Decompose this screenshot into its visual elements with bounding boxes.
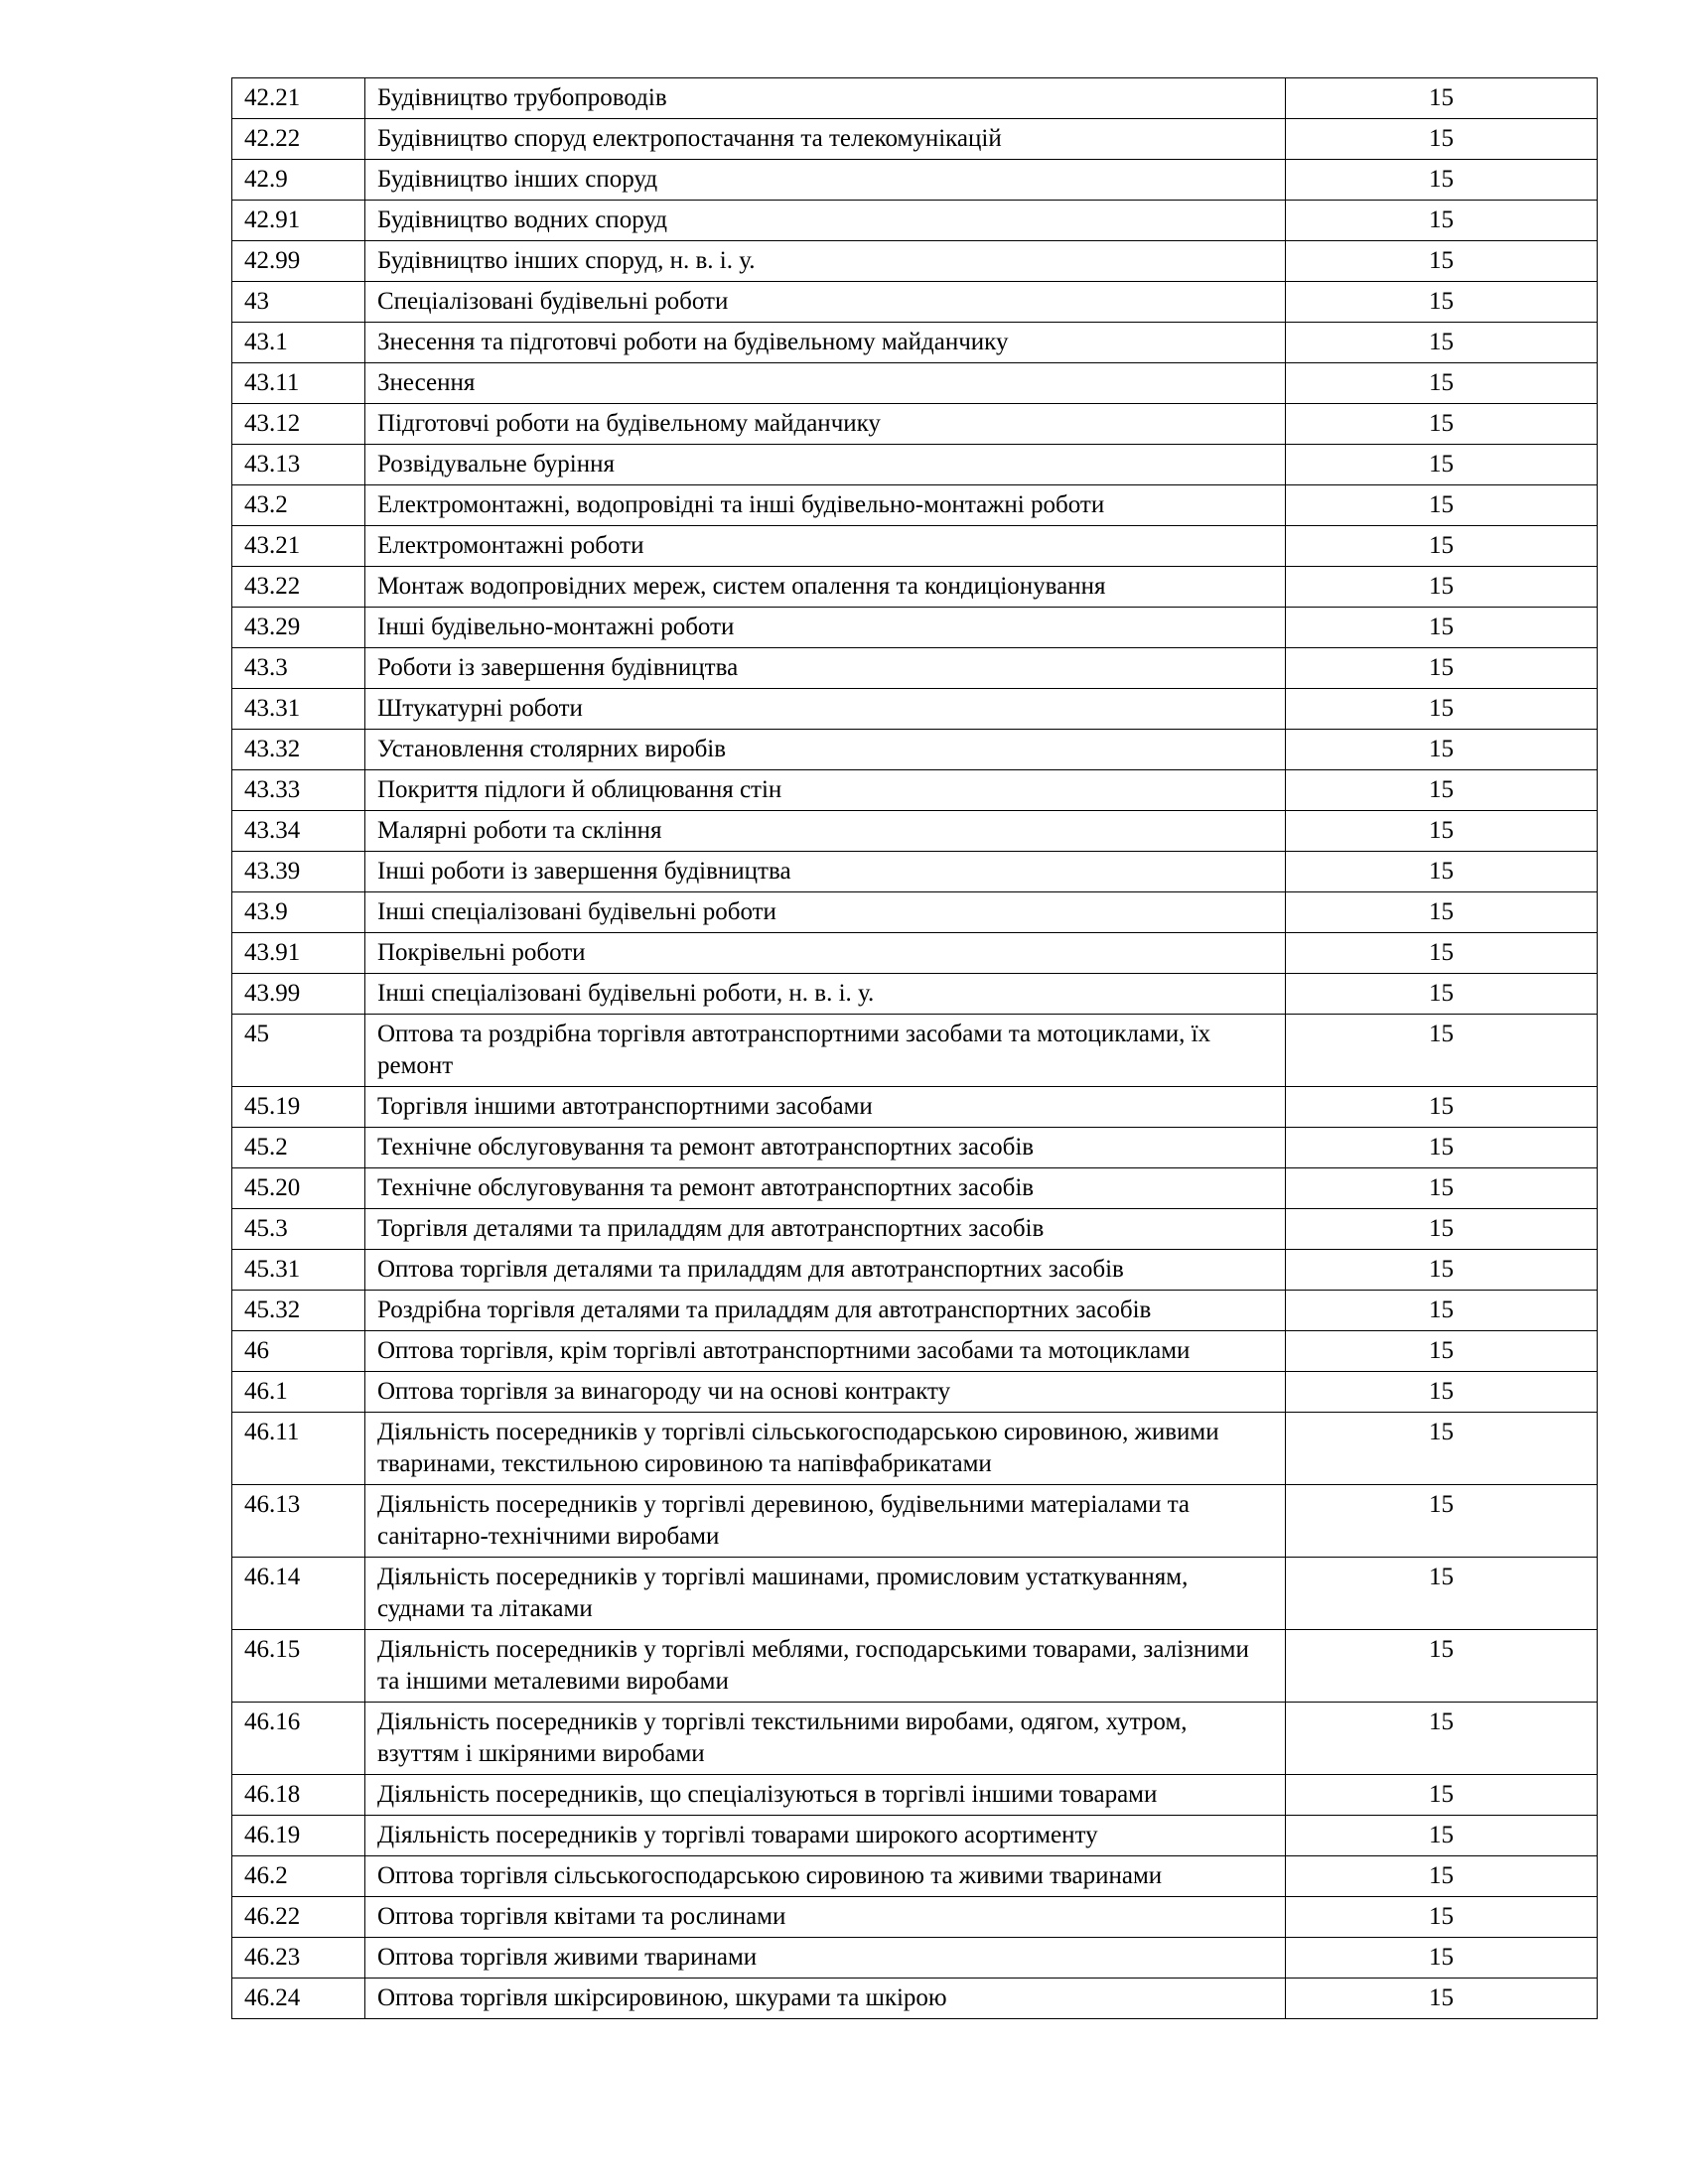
activity-code-cell: 46 bbox=[232, 1331, 365, 1372]
table-row bbox=[232, 1856, 1598, 1897]
activity-name-cell: Будівництво трубопроводів bbox=[365, 78, 1286, 119]
table-row bbox=[232, 363, 1598, 404]
rate-cell: 15 bbox=[1286, 770, 1598, 811]
rate-cell: 15 bbox=[1286, 1209, 1598, 1250]
activity-code-cell: 46.1 bbox=[232, 1372, 365, 1413]
activity-name-cell: Оптова торгівля деталями та приладдям для автотранспортних засобів bbox=[365, 1250, 1286, 1291]
activity-code-cell: 46.15 bbox=[232, 1630, 365, 1703]
activity-code-cell: 46.16 bbox=[232, 1703, 365, 1775]
activity-code-cell: 42.99 bbox=[232, 241, 365, 282]
rate-cell: 15 bbox=[1286, 892, 1598, 933]
table-row bbox=[232, 1816, 1598, 1856]
activity-name-cell: Діяльність посередників, що спеціалізуються в торгівлі іншими товарами bbox=[365, 1775, 1286, 1816]
table-row bbox=[232, 811, 1598, 852]
table-row bbox=[232, 78, 1598, 119]
rate-cell: 15 bbox=[1286, 933, 1598, 974]
activity-code-cell: 43.3 bbox=[232, 648, 365, 689]
activity-code-cell: 42.91 bbox=[232, 201, 365, 241]
activity-name-cell: Роздрібна торгівля деталями та приладдям для автотранспортних засобів bbox=[365, 1291, 1286, 1331]
activity-code-cell: 43.34 bbox=[232, 811, 365, 852]
rate-cell: 15 bbox=[1286, 1938, 1598, 1979]
rate-cell: 15 bbox=[1286, 1291, 1598, 1331]
activity-code-cell: 43.22 bbox=[232, 567, 365, 608]
table-row bbox=[232, 1938, 1598, 1979]
activity-name-cell: Діяльність посередників у торгівлі сільськогосподарською сировиною, живими тваринами, текстильною сировиною та напівфабрикатами bbox=[365, 1413, 1286, 1485]
activity-code-cell: 46.22 bbox=[232, 1897, 365, 1938]
activity-code-cell: 46.24 bbox=[232, 1979, 365, 2019]
activity-code-cell: 43.11 bbox=[232, 363, 365, 404]
activity-name-cell: Роботи із завершення будівництва bbox=[365, 648, 1286, 689]
table-body bbox=[232, 78, 1598, 2019]
table-row bbox=[232, 933, 1598, 974]
table-row bbox=[232, 282, 1598, 323]
table-row bbox=[232, 526, 1598, 567]
activity-name-cell: Установлення столярних виробів bbox=[365, 730, 1286, 770]
rate-cell: 15 bbox=[1286, 1703, 1598, 1775]
rate-cell: 15 bbox=[1286, 852, 1598, 892]
activity-code-cell: 43.91 bbox=[232, 933, 365, 974]
table-row bbox=[232, 567, 1598, 608]
rate-cell: 15 bbox=[1286, 363, 1598, 404]
activity-name-cell: Штукатурні роботи bbox=[365, 689, 1286, 730]
activity-name-cell: Електромонтажні, водопровідні та інші будівельно-монтажні роботи bbox=[365, 485, 1286, 526]
activity-name-cell: Торгівля іншими автотранспортними засобами bbox=[365, 1087, 1286, 1128]
activity-code-cell: 43.29 bbox=[232, 608, 365, 648]
activity-code-cell: 42.21 bbox=[232, 78, 365, 119]
activity-code-cell: 46.14 bbox=[232, 1558, 365, 1630]
rate-cell: 15 bbox=[1286, 160, 1598, 201]
rate-cell: 15 bbox=[1286, 1128, 1598, 1168]
table-row bbox=[232, 1168, 1598, 1209]
table-row bbox=[232, 608, 1598, 648]
rate-cell: 15 bbox=[1286, 1331, 1598, 1372]
rate-cell: 15 bbox=[1286, 201, 1598, 241]
activity-code-cell: 45.20 bbox=[232, 1168, 365, 1209]
activity-name-cell: Покрівельні роботи bbox=[365, 933, 1286, 974]
activity-code-cell: 45.19 bbox=[232, 1087, 365, 1128]
rate-cell: 15 bbox=[1286, 1087, 1598, 1128]
activity-code-cell: 45.2 bbox=[232, 1128, 365, 1168]
activity-name-cell: Розвідувальне буріння bbox=[365, 445, 1286, 485]
table-row bbox=[232, 1485, 1598, 1558]
table-row bbox=[232, 1897, 1598, 1938]
activity-code-cell: 43.21 bbox=[232, 526, 365, 567]
rate-cell: 15 bbox=[1286, 1630, 1598, 1703]
activity-name-cell: Діяльність посередників у торгівлі деревиною, будівельними матеріалами та санітарно-технічними виробами bbox=[365, 1485, 1286, 1558]
rate-cell: 15 bbox=[1286, 689, 1598, 730]
rate-cell: 15 bbox=[1286, 1413, 1598, 1485]
activity-name-cell: Монтаж водопровідних мереж, систем опалення та кондиціонування bbox=[365, 567, 1286, 608]
table-row bbox=[232, 445, 1598, 485]
activity-name-cell: Оптова торгівля шкірсировиною, шкурами та шкірою bbox=[365, 1979, 1286, 2019]
activity-code-cell: 46.18 bbox=[232, 1775, 365, 1816]
table-row bbox=[232, 1979, 1598, 2019]
rate-cell: 15 bbox=[1286, 1558, 1598, 1630]
activity-name-cell: Оптова торгівля за винагороду чи на основі контракту bbox=[365, 1372, 1286, 1413]
activity-name-cell: Оптова та роздрібна торгівля автотранспортними засобами та мотоциклами, їх ремонт bbox=[365, 1015, 1286, 1087]
activity-name-cell: Технічне обслуговування та ремонт автотранспортних засобів bbox=[365, 1128, 1286, 1168]
activity-name-cell: Електромонтажні роботи bbox=[365, 526, 1286, 567]
activity-code-cell: 43.32 bbox=[232, 730, 365, 770]
activity-code-cell: 45 bbox=[232, 1015, 365, 1087]
activity-code-cell: 46.13 bbox=[232, 1485, 365, 1558]
activity-code-cell: 43.1 bbox=[232, 323, 365, 363]
table-row bbox=[232, 1087, 1598, 1128]
rate-cell: 15 bbox=[1286, 1015, 1598, 1087]
table-row bbox=[232, 689, 1598, 730]
activity-code-cell: 43.99 bbox=[232, 974, 365, 1015]
table-row bbox=[232, 1372, 1598, 1413]
table-row bbox=[232, 1775, 1598, 1816]
activity-name-cell: Будівництво інших споруд bbox=[365, 160, 1286, 201]
activity-code-cell: 42.9 bbox=[232, 160, 365, 201]
activity-name-cell: Інші будівельно-монтажні роботи bbox=[365, 608, 1286, 648]
activity-code-cell: 43.13 bbox=[232, 445, 365, 485]
rate-cell: 15 bbox=[1286, 78, 1598, 119]
table-row bbox=[232, 730, 1598, 770]
table-row bbox=[232, 1630, 1598, 1703]
activity-name-cell: Знесення та підготовчі роботи на будівельному майданчику bbox=[365, 323, 1286, 363]
table-row bbox=[232, 770, 1598, 811]
activity-code-cell: 43 bbox=[232, 282, 365, 323]
rate-cell: 15 bbox=[1286, 323, 1598, 363]
rate-cell: 15 bbox=[1286, 445, 1598, 485]
activity-name-cell: Будівництво водних споруд bbox=[365, 201, 1286, 241]
table-row bbox=[232, 1015, 1598, 1087]
activity-name-cell: Підготовчі роботи на будівельному майданчику bbox=[365, 404, 1286, 445]
activity-name-cell: Діяльність посередників у торгівлі товарами широкого асортименту bbox=[365, 1816, 1286, 1856]
rate-cell: 15 bbox=[1286, 1372, 1598, 1413]
activity-code-cell: 43.31 bbox=[232, 689, 365, 730]
activity-code-cell: 45.32 bbox=[232, 1291, 365, 1331]
table-row bbox=[232, 1250, 1598, 1291]
rate-cell: 15 bbox=[1286, 608, 1598, 648]
activity-name-cell: Діяльність посередників у торгівлі меблями, господарськими товарами, залізними та іншими металевими виробами bbox=[365, 1630, 1286, 1703]
activity-code-cell: 46.23 bbox=[232, 1938, 365, 1979]
activity-name-cell: Знесення bbox=[365, 363, 1286, 404]
rate-cell: 15 bbox=[1286, 241, 1598, 282]
activity-code-cell: 43.39 bbox=[232, 852, 365, 892]
rate-cell: 15 bbox=[1286, 1250, 1598, 1291]
rate-cell: 15 bbox=[1286, 1897, 1598, 1938]
activity-name-cell: Покриття підлоги й облицювання стін bbox=[365, 770, 1286, 811]
table-row bbox=[232, 1291, 1598, 1331]
rate-cell: 15 bbox=[1286, 648, 1598, 689]
activity-code-cell: 43.2 bbox=[232, 485, 365, 526]
activity-name-cell: Інші спеціалізовані будівельні роботи bbox=[365, 892, 1286, 933]
table-row bbox=[232, 241, 1598, 282]
activity-name-cell: Оптова торгівля квітами та рослинами bbox=[365, 1897, 1286, 1938]
activity-name-cell: Будівництво інших споруд, н. в. і. у. bbox=[365, 241, 1286, 282]
table-row bbox=[232, 852, 1598, 892]
rate-cell: 15 bbox=[1286, 1856, 1598, 1897]
rate-cell: 15 bbox=[1286, 485, 1598, 526]
table-row bbox=[232, 1703, 1598, 1775]
table-row bbox=[232, 1558, 1598, 1630]
rate-cell: 15 bbox=[1286, 1979, 1598, 2019]
activity-name-cell: Оптова торгівля сільськогосподарською сировиною та живими тваринами bbox=[365, 1856, 1286, 1897]
activity-code-cell: 43.9 bbox=[232, 892, 365, 933]
activity-code-cell: 42.22 bbox=[232, 119, 365, 160]
activity-code-cell: 46.19 bbox=[232, 1816, 365, 1856]
rate-cell: 15 bbox=[1286, 567, 1598, 608]
activity-code-cell: 45.3 bbox=[232, 1209, 365, 1250]
table-row bbox=[232, 1413, 1598, 1485]
activity-code-cell: 46.11 bbox=[232, 1413, 365, 1485]
rate-cell: 15 bbox=[1286, 282, 1598, 323]
rate-cell: 15 bbox=[1286, 1775, 1598, 1816]
activity-name-cell: Малярні роботи та скління bbox=[365, 811, 1286, 852]
activity-code-cell: 46.2 bbox=[232, 1856, 365, 1897]
activity-codes-table bbox=[231, 77, 1598, 2019]
table-row bbox=[232, 160, 1598, 201]
rate-cell: 15 bbox=[1286, 526, 1598, 567]
rate-cell: 15 bbox=[1286, 1485, 1598, 1558]
activity-name-cell: Діяльність посередників у торгівлі машинами, промисловим устаткуванням, суднами та літаками bbox=[365, 1558, 1286, 1630]
table-row bbox=[232, 404, 1598, 445]
rate-cell: 15 bbox=[1286, 974, 1598, 1015]
table-row bbox=[232, 485, 1598, 526]
activity-name-cell: Технічне обслуговування та ремонт автотранспортних засобів bbox=[365, 1168, 1286, 1209]
activity-name-cell: Торгівля деталями та приладдям для автотранспортних засобів bbox=[365, 1209, 1286, 1250]
rate-cell: 15 bbox=[1286, 730, 1598, 770]
rate-cell: 15 bbox=[1286, 404, 1598, 445]
table-row bbox=[232, 1209, 1598, 1250]
activity-name-cell: Оптова торгівля живими тваринами bbox=[365, 1938, 1286, 1979]
activity-code-cell: 43.33 bbox=[232, 770, 365, 811]
rate-cell: 15 bbox=[1286, 811, 1598, 852]
table-row bbox=[232, 974, 1598, 1015]
activity-name-cell: Будівництво споруд електропостачання та телекомунікацій bbox=[365, 119, 1286, 160]
table-row bbox=[232, 323, 1598, 363]
table-row bbox=[232, 1331, 1598, 1372]
table-row bbox=[232, 201, 1598, 241]
activity-name-cell: Інші роботи із завершення будівництва bbox=[365, 852, 1286, 892]
activity-name-cell: Інші спеціалізовані будівельні роботи, н. в. і. у. bbox=[365, 974, 1286, 1015]
activity-name-cell: Оптова торгівля, крім торгівлі автотранспортними засобами та мотоциклами bbox=[365, 1331, 1286, 1372]
table-row bbox=[232, 892, 1598, 933]
table-row bbox=[232, 648, 1598, 689]
rate-cell: 15 bbox=[1286, 1168, 1598, 1209]
activity-code-cell: 43.12 bbox=[232, 404, 365, 445]
table-row bbox=[232, 119, 1598, 160]
rate-cell: 15 bbox=[1286, 119, 1598, 160]
table-row bbox=[232, 1128, 1598, 1168]
rate-cell: 15 bbox=[1286, 1816, 1598, 1856]
activity-code-cell: 45.31 bbox=[232, 1250, 365, 1291]
activity-name-cell: Спеціалізовані будівельні роботи bbox=[365, 282, 1286, 323]
activity-name-cell: Діяльність посередників у торгівлі текстильними виробами, одягом, хутром, взуттям і шкіряними виробами bbox=[365, 1703, 1286, 1775]
